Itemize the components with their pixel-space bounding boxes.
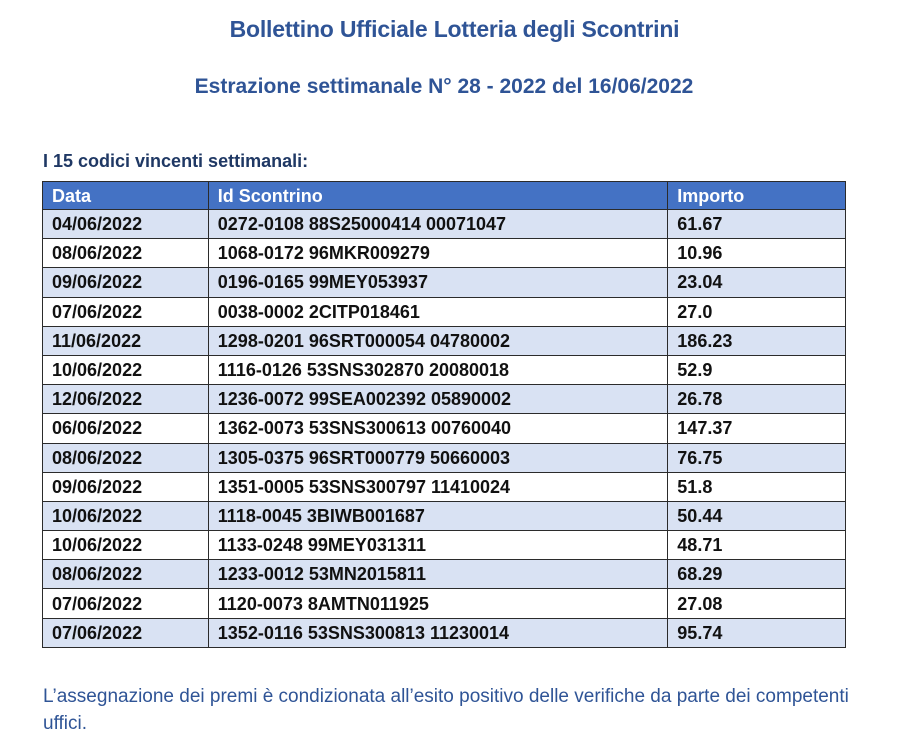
cell-amount: 76.75 <box>668 443 846 472</box>
cell-receipt-id: 1233-0012 53MN2015811 <box>208 560 668 589</box>
cell-receipt-id: 0196-0165 99MEY053937 <box>208 268 668 297</box>
cell-receipt-id: 1298-0201 96SRT000054 04780002 <box>208 326 668 355</box>
winning-codes-table <box>42 181 846 648</box>
cell-receipt-id: 1351-0005 53SNS300797 11410024 <box>208 472 668 501</box>
cell-receipt-id: 1133-0248 99MEY031311 <box>208 531 668 560</box>
cell-amount: 52.9 <box>668 355 846 384</box>
table-caption: I 15 codici vincenti settimanali: <box>43 151 309 171</box>
table-row <box>43 297 846 326</box>
cell-date: 10/06/2022 <box>43 355 209 384</box>
cell-amount: 51.8 <box>668 472 846 501</box>
table-row <box>43 531 846 560</box>
cell-amount: 95.74 <box>668 618 846 647</box>
cell-amount: 48.71 <box>668 531 846 560</box>
cell-amount: 23.04 <box>668 268 846 297</box>
cell-receipt-id: 1305-0375 96SRT000779 50660003 <box>208 443 668 472</box>
table-row <box>43 501 846 530</box>
table-row <box>43 239 846 268</box>
cell-date: 09/06/2022 <box>43 268 209 297</box>
cell-amount: 27.0 <box>668 297 846 326</box>
cell-date: 07/06/2022 <box>43 618 209 647</box>
cell-receipt-id: 1068-0172 96MKR009279 <box>208 239 668 268</box>
cell-date: 07/06/2022 <box>43 589 209 618</box>
cell-receipt-id: 1116-0126 53SNS302870 20080018 <box>208 355 668 384</box>
cell-date: 12/06/2022 <box>43 385 209 414</box>
cell-receipt-id: 0038-0002 2CITP018461 <box>208 297 668 326</box>
column-header-receipt-id: Id Scontrino <box>208 182 668 210</box>
cell-amount: 68.29 <box>668 560 846 589</box>
cell-amount: 186.23 <box>668 326 846 355</box>
cell-amount: 27.08 <box>668 589 846 618</box>
cell-amount: 61.67 <box>668 210 846 239</box>
table-row <box>43 414 846 443</box>
document-subtitle: Estrazione settimanale N° 28 - 2022 del 16/06/2022 <box>194 75 694 98</box>
cell-amount: 26.78 <box>668 385 846 414</box>
cell-date: 07/06/2022 <box>43 297 209 326</box>
column-header-amount: Importo <box>668 182 846 210</box>
table-row <box>43 385 846 414</box>
table-row <box>43 472 846 501</box>
cell-receipt-id: 1362-0073 53SNS300613 00760040 <box>208 414 668 443</box>
cell-receipt-id: 1236-0072 99SEA002392 05890002 <box>208 385 668 414</box>
table-header-row <box>43 182 846 210</box>
cell-receipt-id: 0272-0108 88S25000414 00071047 <box>208 210 668 239</box>
table-row <box>43 618 846 647</box>
cell-receipt-id: 1352-0116 53SNS300813 11230014 <box>208 618 668 647</box>
table-row <box>43 210 846 239</box>
table-body <box>43 210 846 648</box>
cell-amount: 10.96 <box>668 239 846 268</box>
cell-date: 11/06/2022 <box>43 326 209 355</box>
cell-receipt-id: 1118-0045 3BIWB001687 <box>208 501 668 530</box>
table-row <box>43 443 846 472</box>
table-row <box>43 326 846 355</box>
cell-date: 10/06/2022 <box>43 531 209 560</box>
cell-receipt-id: 1120-0073 8AMTN011925 <box>208 589 668 618</box>
cell-date: 09/06/2022 <box>43 472 209 501</box>
cell-date: 08/06/2022 <box>43 443 209 472</box>
footnote: L’assegnazione dei premi è condizionata all’esito positivo delle verifiche da parte dei competenti uffici. <box>43 686 849 734</box>
cell-amount: 147.37 <box>668 414 846 443</box>
cell-date: 08/06/2022 <box>43 560 209 589</box>
cell-date: 10/06/2022 <box>43 501 209 530</box>
cell-date: 06/06/2022 <box>43 414 209 443</box>
cell-date: 04/06/2022 <box>43 210 209 239</box>
table-row <box>43 560 846 589</box>
column-header-date: Data <box>43 182 209 210</box>
cell-date: 08/06/2022 <box>43 239 209 268</box>
table-row <box>43 355 846 384</box>
cell-amount: 50.44 <box>668 501 846 530</box>
table-row <box>43 589 846 618</box>
table-row <box>43 268 846 297</box>
document-title: Bollettino Ufficiale Lotteria degli Scontrini <box>229 16 680 42</box>
